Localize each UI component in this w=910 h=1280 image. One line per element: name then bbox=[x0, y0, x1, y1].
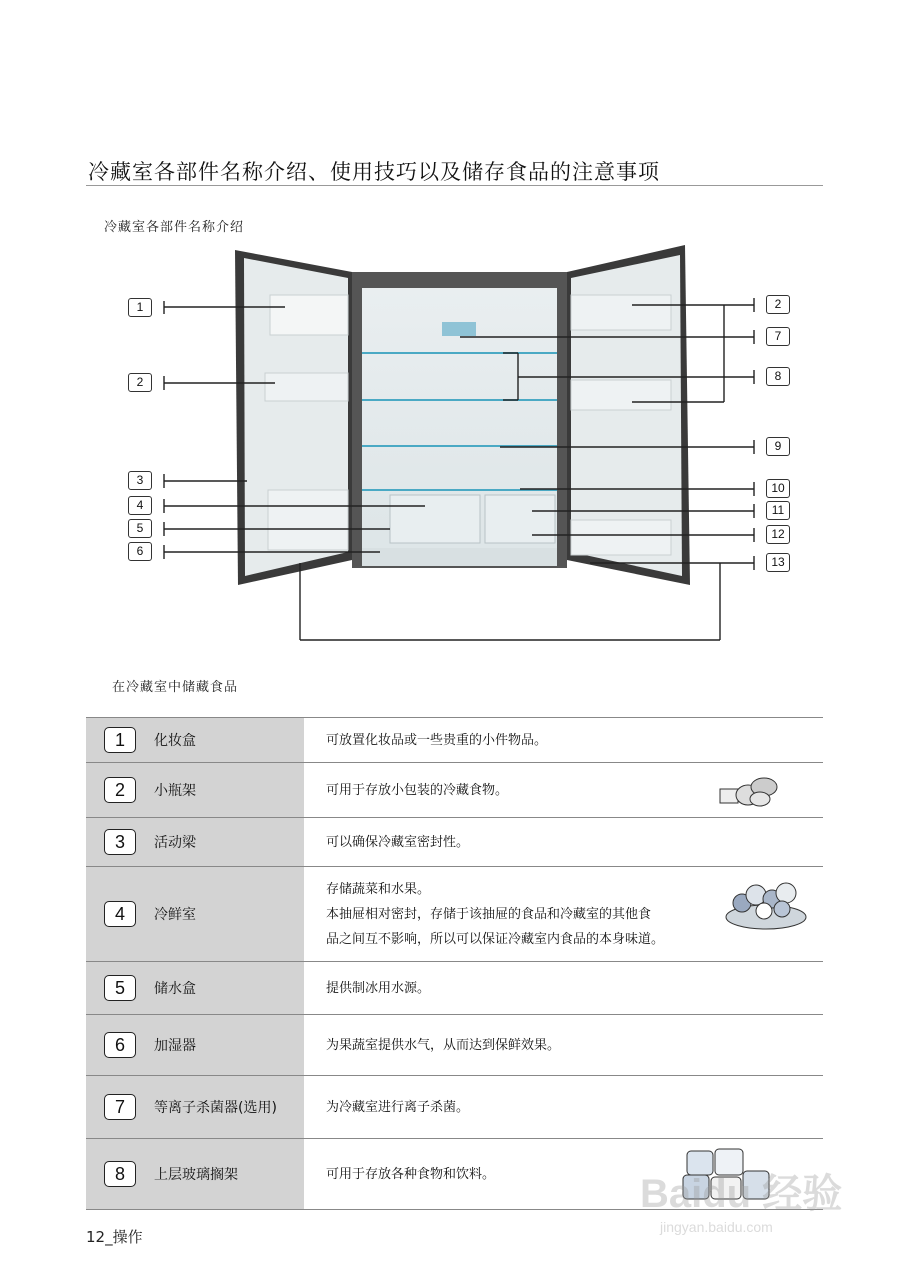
page-footer: 12_操作 bbox=[86, 1228, 143, 1246]
item-description: 存储蔬菜和水果。 bbox=[326, 881, 431, 897]
item-number: 5 bbox=[104, 975, 136, 1001]
watermark-url: jingyan.baidu.com bbox=[660, 1219, 773, 1235]
callout-2-left: 2 bbox=[128, 373, 152, 392]
item-number: 1 bbox=[104, 727, 136, 753]
item-number: 7 bbox=[104, 1094, 136, 1120]
item-number: 6 bbox=[104, 1032, 136, 1058]
fridge-illustration bbox=[120, 240, 800, 650]
table-row bbox=[86, 962, 823, 1015]
item-name: 加湿器 bbox=[154, 1038, 196, 1054]
item-name: 化妆盒 bbox=[154, 733, 196, 749]
watermark-brand: Baidu 经验 bbox=[640, 1172, 843, 1216]
item-description: 提供制冰用水源。 bbox=[326, 980, 431, 996]
baidu-watermark bbox=[640, 1162, 842, 1235]
item-description: 可以确保冷藏室密封性。 bbox=[326, 834, 470, 850]
callout-1: 1 bbox=[128, 298, 152, 317]
callout-11: 11 bbox=[766, 501, 790, 520]
table-row bbox=[86, 1015, 823, 1076]
item-number: 4 bbox=[104, 901, 136, 927]
item-description: 可用于存放小包装的冷藏食物。 bbox=[326, 782, 509, 798]
table-row bbox=[86, 1076, 823, 1139]
item-number: 2 bbox=[104, 777, 136, 803]
callout-10: 10 bbox=[766, 479, 790, 498]
title-divider bbox=[86, 185, 823, 186]
table-row bbox=[86, 867, 823, 962]
callout-9: 9 bbox=[766, 437, 790, 456]
parts-table bbox=[86, 717, 823, 1210]
callout-3: 3 bbox=[128, 471, 152, 490]
food-packages-icon bbox=[718, 771, 780, 811]
callout-4: 4 bbox=[128, 496, 152, 515]
callout-8: 8 bbox=[766, 367, 790, 386]
callout-2-right: 2 bbox=[766, 295, 790, 314]
item-number: 3 bbox=[104, 829, 136, 855]
fridge-diagram bbox=[120, 240, 800, 650]
item-description: 可放置化妆品或一些贵重的小件物品。 bbox=[326, 732, 548, 748]
item-name: 上层玻璃搁架 bbox=[154, 1167, 238, 1183]
item-description: 品之间互不影响，所以可以保证冷藏室内食品的本身味道。 bbox=[326, 931, 665, 947]
item-name: 小瓶架 bbox=[154, 783, 196, 799]
item-name: 等离子杀菌器(选用) bbox=[154, 1100, 277, 1116]
table-row bbox=[86, 818, 823, 867]
item-description: 为冷藏室进行离子杀菌。 bbox=[326, 1099, 470, 1115]
callout-12: 12 bbox=[766, 525, 790, 544]
page-title: 冷藏室各部件名称介绍、使用技巧以及储存食品的注意事项 bbox=[88, 160, 660, 184]
section-heading-storage: 在冷藏室中储藏食品 bbox=[112, 680, 239, 695]
callout-6: 6 bbox=[128, 542, 152, 561]
callout-13: 13 bbox=[766, 553, 790, 572]
table-row bbox=[86, 718, 823, 763]
item-description: 为果蔬室提供水气，从而达到保鲜效果。 bbox=[326, 1037, 561, 1053]
table-row bbox=[86, 763, 823, 818]
item-description: 本抽屉相对密封，存储于该抽屉的食品和冷藏室的其他食 bbox=[326, 906, 652, 922]
fruits-vegetables-icon bbox=[724, 877, 808, 933]
item-number: 8 bbox=[104, 1161, 136, 1187]
callout-5: 5 bbox=[128, 519, 152, 538]
callout-7: 7 bbox=[766, 327, 790, 346]
item-description: 可用于存放各种食物和饮料。 bbox=[326, 1166, 496, 1182]
item-name: 冷鲜室 bbox=[154, 907, 196, 923]
item-name: 活动梁 bbox=[154, 835, 196, 851]
item-name: 储水盒 bbox=[154, 981, 196, 997]
section-heading-parts: 冷藏室各部件名称介绍 bbox=[104, 220, 245, 235]
